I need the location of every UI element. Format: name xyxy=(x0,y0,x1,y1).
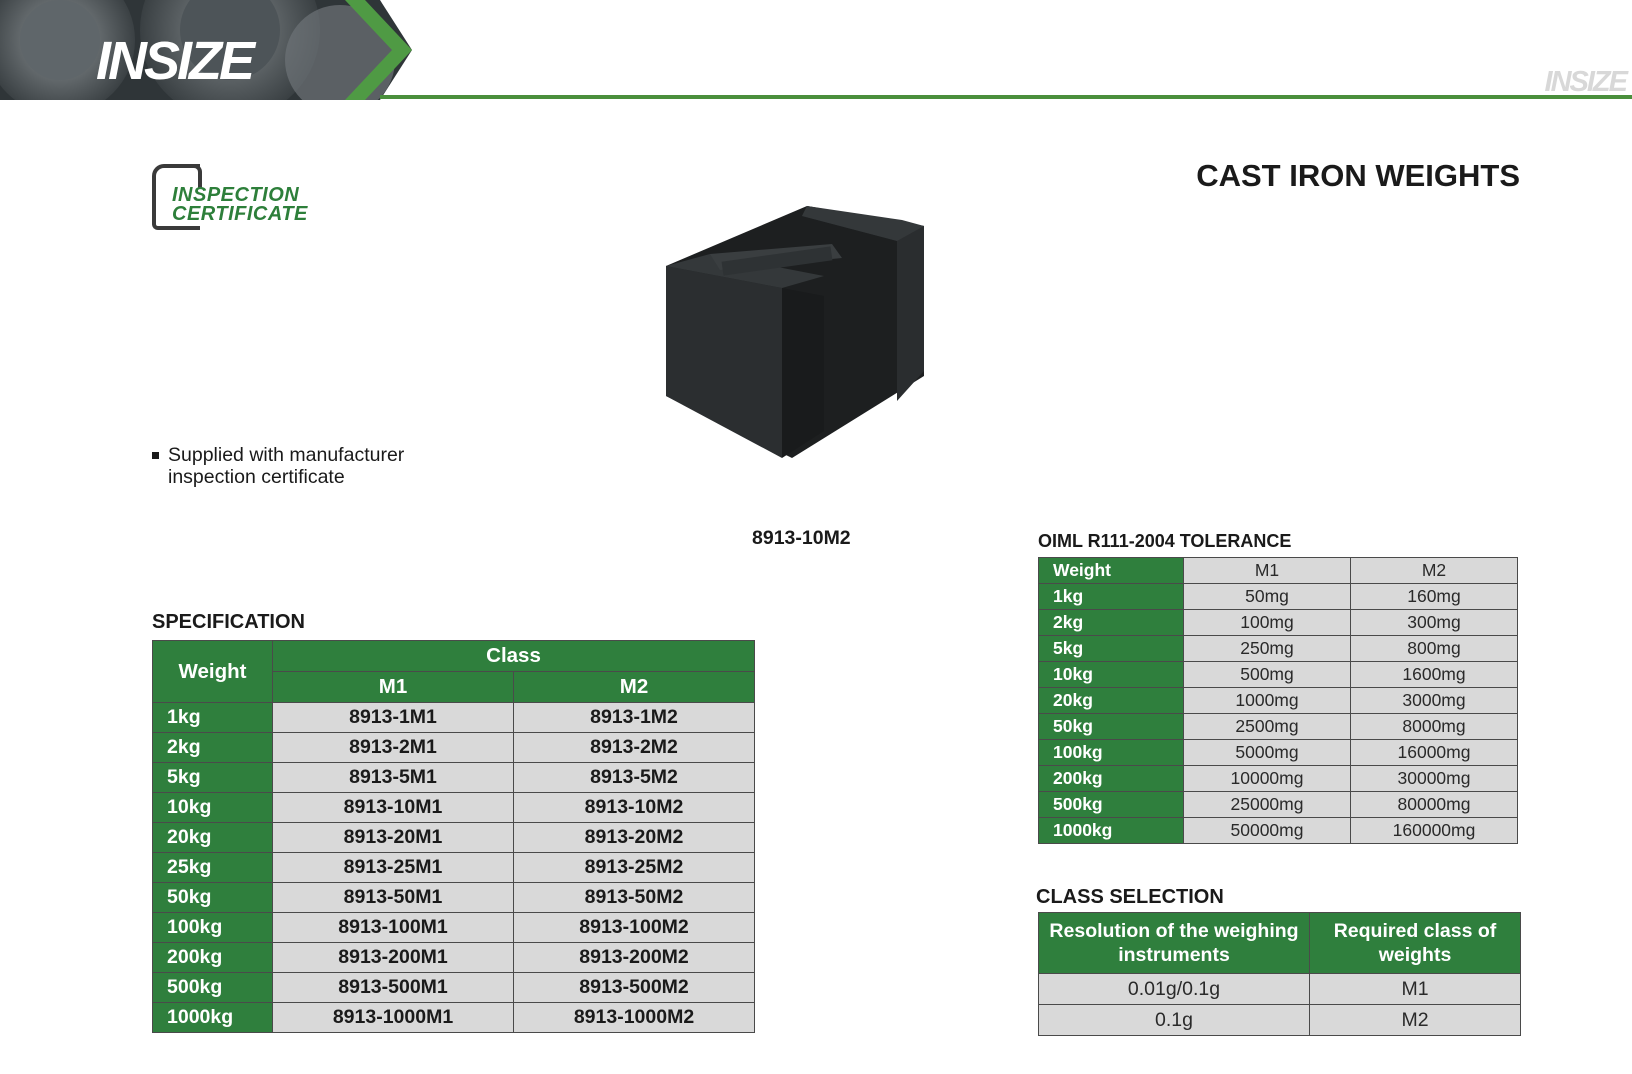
feature-item xyxy=(152,444,468,488)
class-cell: M1 xyxy=(1310,974,1521,1005)
table-row xyxy=(153,763,755,793)
weight-cell: 200kg xyxy=(1039,766,1184,792)
weight-cell: 100kg xyxy=(1039,740,1184,766)
m2-tolerance-cell: 160mg xyxy=(1351,584,1518,610)
m2-code-cell: 8913-500M2 xyxy=(514,973,755,1003)
badge-line-2: CERTIFICATE xyxy=(172,203,308,225)
m2-code-cell: 8913-1M2 xyxy=(514,703,755,733)
m2-tolerance-cell: 3000mg xyxy=(1351,688,1518,714)
table-row xyxy=(1039,818,1518,844)
class-selection-title: CLASS SELECTION xyxy=(1036,886,1224,908)
m1-tolerance-cell: 1000mg xyxy=(1184,688,1351,714)
m2-code-cell: 8913-2M2 xyxy=(514,733,755,763)
tol-m1-header: M1 xyxy=(1184,558,1351,584)
m2-tolerance-cell: 1600mg xyxy=(1351,662,1518,688)
weight-cell: 5kg xyxy=(153,763,273,793)
m1-tolerance-cell: 500mg xyxy=(1184,662,1351,688)
m1-code-cell: 8913-1M1 xyxy=(273,703,514,733)
weight-cell: 500kg xyxy=(1039,792,1184,818)
m2-code-cell: 8913-200M2 xyxy=(514,943,755,973)
m2-code-cell: 8913-50M2 xyxy=(514,883,755,913)
page-title: CAST IRON WEIGHTS xyxy=(1196,158,1520,193)
tol-m2-header: M2 xyxy=(1351,558,1518,584)
weight-cell: 1kg xyxy=(1039,584,1184,610)
m1-tolerance-cell: 25000mg xyxy=(1184,792,1351,818)
weight-cell: 500kg xyxy=(153,973,273,1003)
weight-cell: 50kg xyxy=(153,883,273,913)
m2-tolerance-cell: 800mg xyxy=(1351,636,1518,662)
table-row xyxy=(153,913,755,943)
badge-line-1: INSPECTION xyxy=(172,184,300,206)
m1-tolerance-cell: 50000mg xyxy=(1184,818,1351,844)
weight-cell: 1kg xyxy=(153,703,273,733)
class-cell: M2 xyxy=(1310,1005,1521,1036)
spec-m2-header: M2 xyxy=(514,672,755,703)
table-row xyxy=(1039,766,1518,792)
m1-tolerance-cell: 100mg xyxy=(1184,610,1351,636)
weight-cell: 1000kg xyxy=(153,1003,273,1033)
weight-cell: 20kg xyxy=(153,823,273,853)
m1-code-cell: 8913-20M1 xyxy=(273,823,514,853)
feature-text: Supplied with manufacturer inspection certificate xyxy=(168,444,405,488)
m1-code-cell: 8913-200M1 xyxy=(273,943,514,973)
table-row xyxy=(1039,714,1518,740)
weight-cell: 200kg xyxy=(153,943,273,973)
table-row xyxy=(1039,1005,1521,1036)
table-row xyxy=(1039,610,1518,636)
m1-tolerance-cell: 2500mg xyxy=(1184,714,1351,740)
table-row xyxy=(1039,584,1518,610)
table-row xyxy=(153,1003,755,1033)
m1-code-cell: 8913-1000M1 xyxy=(273,1003,514,1033)
m1-code-cell: 8913-25M1 xyxy=(273,853,514,883)
resolution-header: Resolution of the weighing instruments xyxy=(1039,913,1310,974)
weight-cell: 20kg xyxy=(1039,688,1184,714)
m2-code-cell: 8913-100M2 xyxy=(514,913,755,943)
m1-tolerance-cell: 250mg xyxy=(1184,636,1351,662)
weight-cell: 10kg xyxy=(1039,662,1184,688)
m2-tolerance-cell: 8000mg xyxy=(1351,714,1518,740)
weight-cell: 10kg xyxy=(153,793,273,823)
cast-iron-weight-photo xyxy=(662,196,972,476)
class-selection-table xyxy=(1038,912,1521,1036)
brand-logo: INSIZE xyxy=(96,31,253,91)
resolution-cell: 0.01g/0.1g xyxy=(1039,974,1310,1005)
m1-code-cell: 8913-50M1 xyxy=(273,883,514,913)
m2-tolerance-cell: 30000mg xyxy=(1351,766,1518,792)
tol-weight-header: Weight xyxy=(1039,558,1184,584)
table-row xyxy=(153,793,755,823)
table-row xyxy=(1039,974,1521,1005)
table-row xyxy=(1039,688,1518,714)
required-class-header: Required class of weights xyxy=(1310,913,1521,974)
inspection-certificate-badge xyxy=(152,164,342,226)
weight-cell: 1000kg xyxy=(1039,818,1184,844)
m2-code-cell: 8913-5M2 xyxy=(514,763,755,793)
m2-tolerance-cell: 300mg xyxy=(1351,610,1518,636)
resolution-cell: 0.1g xyxy=(1039,1005,1310,1036)
tolerance-title: OIML R111-2004 TOLERANCE xyxy=(1038,531,1292,551)
m1-code-cell: 8913-10M1 xyxy=(273,793,514,823)
spec-weight-header: Weight xyxy=(153,641,273,703)
m2-tolerance-cell: 80000mg xyxy=(1351,792,1518,818)
m1-tolerance-cell: 5000mg xyxy=(1184,740,1351,766)
weight-cell: 25kg xyxy=(153,853,273,883)
specification-table xyxy=(152,640,755,1033)
weight-cell: 2kg xyxy=(1039,610,1184,636)
m2-code-cell: 8913-1000M2 xyxy=(514,1003,755,1033)
weight-cell: 50kg xyxy=(1039,714,1184,740)
m2-code-cell: 8913-25M2 xyxy=(514,853,755,883)
spec-m1-header: M1 xyxy=(273,672,514,703)
table-row xyxy=(153,823,755,853)
table-row xyxy=(153,973,755,1003)
m2-tolerance-cell: 16000mg xyxy=(1351,740,1518,766)
table-row xyxy=(153,883,755,913)
header-rule xyxy=(380,95,1632,99)
m1-tolerance-cell: 10000mg xyxy=(1184,766,1351,792)
table-row xyxy=(1039,740,1518,766)
table-row xyxy=(1039,662,1518,688)
table-row xyxy=(1039,792,1518,818)
specification-title: SPECIFICATION xyxy=(152,611,305,633)
bullet-icon xyxy=(152,452,159,459)
m1-code-cell: 8913-100M1 xyxy=(273,913,514,943)
table-row xyxy=(153,703,755,733)
m2-tolerance-cell: 160000mg xyxy=(1351,818,1518,844)
weight-cell: 100kg xyxy=(153,913,273,943)
product-caption: 8913-10M2 xyxy=(752,527,851,549)
tolerance-table xyxy=(1038,557,1518,844)
m1-code-cell: 8913-500M1 xyxy=(273,973,514,1003)
weight-cell: 5kg xyxy=(1039,636,1184,662)
table-row xyxy=(153,733,755,763)
table-row xyxy=(1039,636,1518,662)
m1-tolerance-cell: 50mg xyxy=(1184,584,1351,610)
m2-code-cell: 8913-20M2 xyxy=(514,823,755,853)
m2-code-cell: 8913-10M2 xyxy=(514,793,755,823)
table-row xyxy=(153,943,755,973)
table-row xyxy=(153,853,755,883)
weight-cell: 2kg xyxy=(153,733,273,763)
m1-code-cell: 8913-5M1 xyxy=(273,763,514,793)
spec-class-header: Class xyxy=(273,641,755,672)
watermark-logo: INSIZE xyxy=(1544,66,1626,98)
m1-code-cell: 8913-2M1 xyxy=(273,733,514,763)
